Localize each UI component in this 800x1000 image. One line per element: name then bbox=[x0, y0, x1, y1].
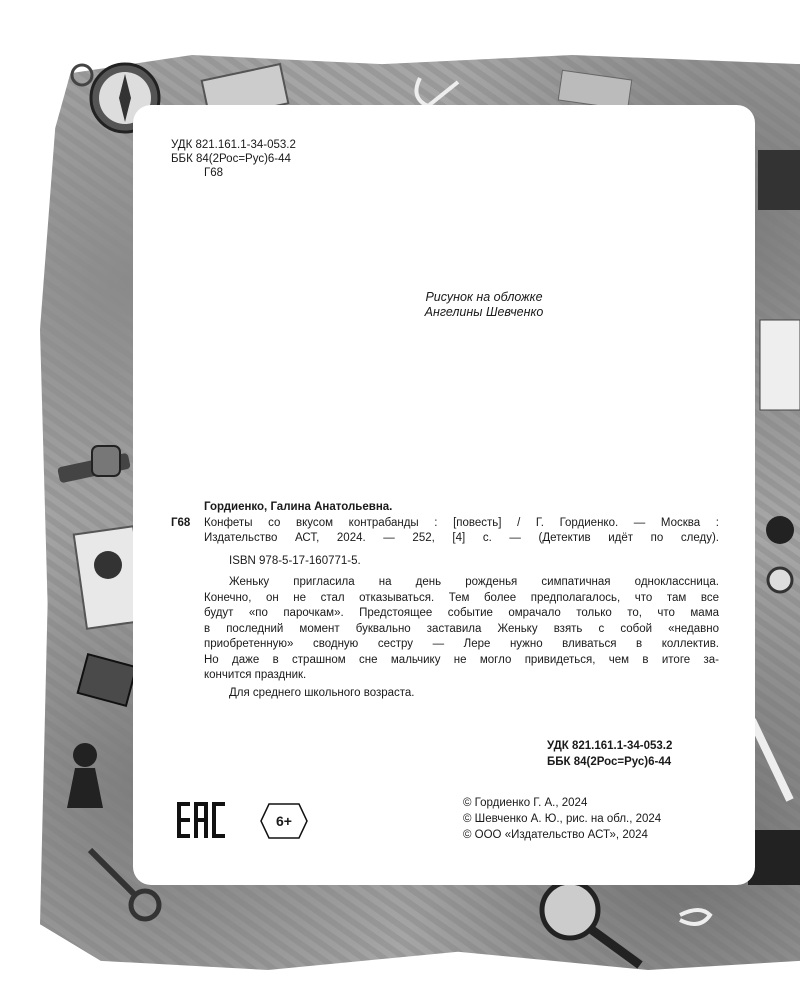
stamp-icon bbox=[558, 70, 631, 109]
book-icon bbox=[78, 654, 137, 706]
annotation-line: будут «по парочкам». Предстоящее событие омрачало только то, что мама bbox=[204, 607, 719, 619]
card-icon bbox=[758, 150, 800, 210]
paperclip-icon bbox=[680, 910, 710, 924]
copyright-line: © ООО «Издательство АСТ», 2024 bbox=[463, 829, 648, 841]
bbk-code-footer: ББК 84(2Рос=Рус)6-44 bbox=[547, 756, 672, 768]
pencil-icon bbox=[752, 720, 790, 800]
age-rating-label: 6+ bbox=[276, 813, 292, 829]
cover-illustrator-credit bbox=[133, 290, 755, 320]
paperclip-icon bbox=[416, 78, 458, 106]
annotation-line: кончится праздник. bbox=[204, 669, 307, 681]
bbk-code: ББК 84(2Рос=Рус)6-44 bbox=[171, 153, 291, 165]
isbn: ISBN 978-5-17-160771-5. bbox=[229, 554, 361, 567]
magnifier-icon bbox=[542, 882, 640, 965]
udk-code: УДК 821.161.1-34-053.2 bbox=[171, 139, 296, 151]
bibliographic-record bbox=[171, 500, 719, 701]
annotation-line: Женьку пригласила на день рожденья симпатичная одноклассница. bbox=[229, 576, 719, 588]
annotation-line: Но даже в страшном сне мальчику не могло привидеться, чем в итоге за- bbox=[204, 653, 719, 666]
annotation-line: приобретенную» сводную сестру — Лере нужно вливаться в коллектив. bbox=[204, 638, 719, 650]
eac-mark-icon bbox=[175, 800, 227, 840]
annotation-line: в последний момент буквально заставила Женьку взять с собой «недавно bbox=[204, 622, 719, 635]
annotation bbox=[171, 575, 719, 684]
classification-footer bbox=[547, 738, 672, 770]
author-mark: Г68 bbox=[204, 167, 224, 179]
copyright-block bbox=[463, 795, 661, 843]
record-title-line-2: Издательство АСТ, 2024. — 252, [4] с. — (Детектив идёт по следу). bbox=[204, 532, 719, 544]
copyright-line: © Гордиенко Г. А., 2024 bbox=[463, 797, 588, 809]
audience-note: Для среднего школьного возраста. bbox=[229, 686, 415, 699]
copyright-line: © Шевченко А. Ю., рис. на обл., 2024 bbox=[463, 813, 662, 825]
chess-pawn-icon bbox=[67, 743, 103, 808]
record-title-line-1: Конфеты со вкусом контрабанды : [повесть] / Г. Гордиенко. — Москва : bbox=[204, 516, 719, 529]
classification-header bbox=[171, 138, 296, 180]
imprint-page bbox=[133, 105, 755, 885]
record-author: Гордиенко, Галина Анатольевна. bbox=[204, 501, 393, 513]
age-rating-badge bbox=[259, 802, 309, 840]
paper-sheet-icon bbox=[760, 320, 800, 410]
record-code: Г68 bbox=[171, 516, 191, 529]
annotation-line: Конечно, он не стал отказываться. Тем более предполагалось, что там все bbox=[204, 591, 719, 604]
keys-icon bbox=[766, 516, 794, 592]
record-title-row bbox=[171, 516, 719, 532]
watch-icon bbox=[57, 446, 131, 483]
illustrator-line-2: Ангелины Шевченко bbox=[424, 305, 544, 319]
illustrator-line-1: Рисунок на обложке bbox=[425, 290, 543, 304]
udk-code-footer: УДК 821.161.1-34-053.2 bbox=[547, 740, 673, 752]
box-icon bbox=[748, 830, 800, 885]
